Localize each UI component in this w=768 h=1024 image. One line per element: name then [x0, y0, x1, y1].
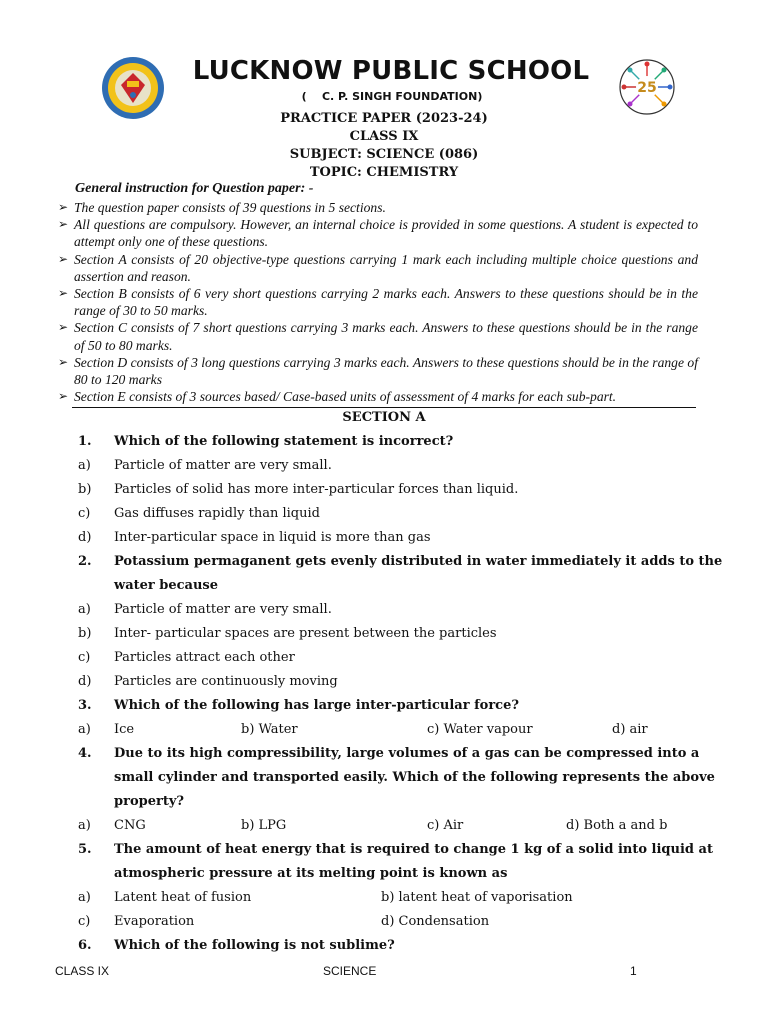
- question-text: Due to its high compressibility, large volumes of a gas can be compressed into a: [114, 746, 700, 761]
- anniversary-number: 25: [637, 80, 657, 96]
- page-footer: [0, 964, 768, 982]
- option: c) Gas diffuses rapidly than liquid: [78, 506, 320, 521]
- divider: [72, 407, 696, 408]
- instruction-item: ➢ All questions are compulsory. However, an internal choice is provided in some questions. A student is expected to attempt only one of these questions.: [58, 217, 698, 250]
- question-text: Potassium permaganent gets evenly distributed in water immediately it adds to the: [114, 554, 723, 569]
- option: b) Inter- particular spaces are present between the particles: [78, 626, 497, 641]
- question-4: [0, 742, 768, 766]
- question-text: Which of the following is not sublime?: [114, 938, 395, 953]
- paper-class: CLASS IX: [349, 129, 419, 144]
- question-number: 2.: [78, 554, 92, 569]
- anniversary-logo: [618, 58, 676, 116]
- question-text-continued: property?: [114, 794, 184, 809]
- instruction-item: ➢ Section A consists of 20 objective-type questions carrying 1 mark each including multiple choice questions and assertion and reason.: [58, 251, 698, 284]
- paper-subject: SUBJECT: SCIENCE (086): [289, 147, 479, 162]
- school-name: LUCKNOW PUBLIC SCHOOL: [192, 56, 590, 86]
- footer-subject: SCIENCE: [323, 964, 377, 978]
- paper-topic: TOPIC: CHEMISTRY: [309, 165, 459, 180]
- option: a) Particle of matter are very small.: [78, 602, 332, 617]
- question-1: [0, 430, 768, 454]
- questions: [0, 430, 768, 958]
- foundation-name: ( C. P. SINGH FOUNDATION): [301, 90, 483, 103]
- question-5: [0, 838, 768, 862]
- option: c) Particles attract each other: [78, 650, 295, 665]
- section-heading: SECTION A: [342, 410, 426, 425]
- question-number: 6.: [78, 938, 92, 953]
- paper-title: PRACTICE PAPER (2023-24): [280, 111, 488, 126]
- question-text: Which of the following statement is incorrect?: [114, 434, 454, 449]
- question-3: [0, 694, 768, 718]
- instruction-item: ➢ Section D consists of 3 long questions carrying 3 marks each. Answers to these questions should be in the range of 80 to 120 marks: [58, 354, 698, 388]
- question-number: 1.: [78, 434, 92, 449]
- option: b) Particles of solid has more inter-particular forces than liquid.: [78, 482, 519, 497]
- instruction-item: ➢ Section E consists of 3 sources based/ Case-based units of assessment of 4 marks for each sub-part.: [58, 389, 617, 405]
- page-number: 1: [630, 964, 637, 978]
- arrow-bullet-icon: ➢: [58, 200, 69, 214]
- question-number: 3.: [78, 698, 92, 713]
- instruction-item: ➢ Section B consists of 6 very short questions carrying 2 marks each. Answers to these questions should be in the range of 30 to 50 marks.: [58, 286, 698, 319]
- option: d) Particles are continuously moving: [78, 674, 338, 689]
- inline-options: a) CNG b) LPG c) Air d) Both a and b: [78, 818, 668, 833]
- question-number: 4.: [78, 746, 92, 761]
- arrow-bullet-icon: ➢: [58, 251, 69, 266]
- two-column-options: a) Latent heat of fusion b) latent heat of vaporisation: [78, 890, 573, 905]
- arrow-bullet-icon: ➢: [58, 320, 69, 335]
- question-text: The amount of heat energy that is required to change 1 kg of a solid into liquid at: [114, 842, 713, 857]
- instructions-heading: General instruction for Question paper: -: [75, 181, 314, 196]
- question-text-continued: atmospheric pressure at its melting point is known as: [114, 866, 508, 881]
- arrow-bullet-icon: ➢: [58, 217, 69, 232]
- arrow-bullet-icon: ➢: [58, 354, 69, 369]
- question-text-continued: water because: [114, 578, 219, 593]
- school-header: [0, 52, 768, 114]
- instruction-item: ➢ The question paper consists of 39 questions in 5 sections.: [58, 200, 386, 215]
- instructions-list: [58, 199, 698, 405]
- arrow-bullet-icon: ➢: [58, 389, 69, 404]
- footer-class: CLASS IX: [55, 964, 110, 978]
- option: d) Inter-particular space in liquid is more than gas: [78, 530, 431, 545]
- question-number: 5.: [78, 842, 92, 857]
- question-6: [0, 934, 768, 958]
- inline-options: a) Ice b) Water c) Water vapour d) air: [78, 722, 648, 737]
- question-2: [0, 550, 768, 574]
- instruction-item: ➢ Section C consists of 7 short questions carrying 3 marks each. Answers to these questions should be in the range of 50 to 80 marks.: [58, 320, 698, 353]
- option: a) Particle of matter are very small.: [78, 458, 332, 473]
- question-text-continued: small cylinder and transported easily. Which of the following represents the above: [114, 770, 715, 785]
- paper-titles: [0, 110, 768, 182]
- question-text: Which of the following has large inter-particular force?: [114, 698, 519, 713]
- arrow-bullet-icon: ➢: [58, 286, 69, 301]
- two-column-options: c) Evaporation d) Condensation: [78, 914, 490, 929]
